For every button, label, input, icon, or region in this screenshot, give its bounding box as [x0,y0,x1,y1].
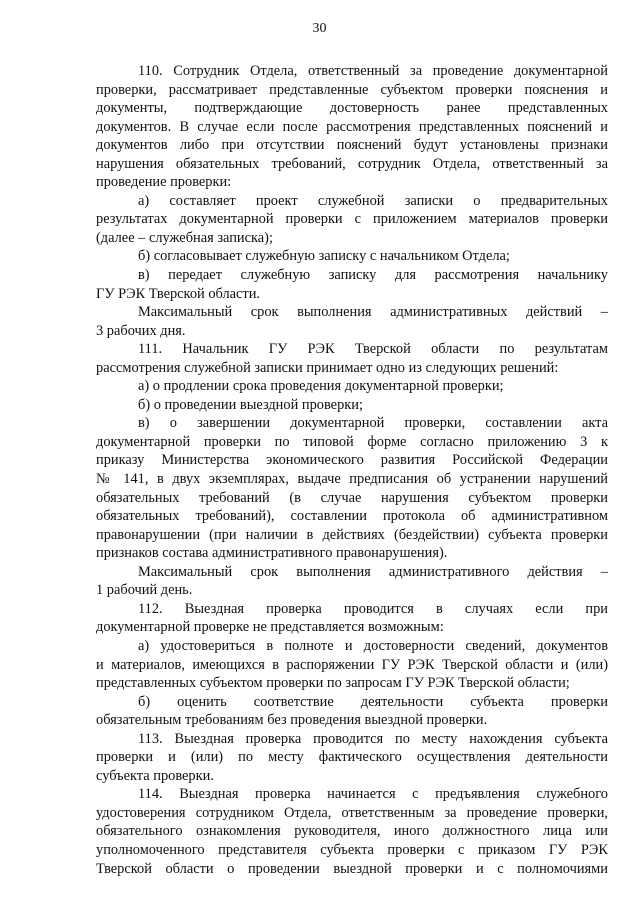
text-line: б) согласовывает служебную записку с начальником Отдела; [138,248,510,265]
text-line: № 141, в двух экземплярах, выдаче предписания об устранении нарушений [96,471,608,488]
text-line: проведение проверки: [96,174,232,191]
text-line: а) составляет проект служебной записки о предварительных [138,192,608,209]
text-line: 1 рабочий день. [96,582,193,599]
text-line: 113. Выездная проверка проводится по месту нахождения субъекта [138,730,608,747]
text-line: а) удостовериться в полноте и достоверности сведений, документов [138,637,608,654]
text-line: обязательного ознакомления руководителя, иного должностного лица или [96,823,608,840]
text-line: 111. Начальник ГУ РЭК Тверской области по результатам [138,341,608,358]
text-line: Максимальный срок выполнения административных действий – [138,304,608,321]
text-line: представленных субъектом проверки по запросам ГУ РЭК Тверской области; [96,675,570,692]
text-line: 112. Выездная проверка проводится в случаях если при [138,600,608,617]
text-line: признаков состава административного правонарушения). [96,545,448,562]
text-line: в) о завершении документарной проверки, составлении акта [138,415,608,432]
text-line: в) передает служебную записку для рассмотрения начальнику [138,267,608,284]
text-line: ГУ РЭК Тверской области. [96,285,261,302]
text-line: проверки, рассматривает представленные субъектом проверки пояснения и [96,81,608,98]
text-line: документов. В случае если после рассмотрения представленных пояснений и [96,118,608,135]
text-line: (далее – служебная записка); [96,229,273,246]
text-line: приказу Министерства экономического развития Российской Федерации [96,452,608,469]
text-line: обязательным требованиям без проведения выездной проверки. [96,712,488,729]
text-line: субъекта проверки. [96,767,214,784]
text-line: рассмотрения служебной записки принимает одно из следующих решений: [96,359,559,376]
text-line: а) о продлении срока проведения документарной проверки; [138,378,504,395]
text-line: Тверской области о проведении выездной проверки и с полномочиями [96,860,608,877]
text-line: уполномоченного представителя субъекта проверки с приказом ГУ РЭК [96,841,608,858]
page-number: 30 [312,21,327,36]
text-line: результатах документарной проверки с приложением материалов проверки [96,211,608,228]
text-line: 114. Выездная проверка начинается с предъявления служебного [138,786,608,803]
text-line: 110. Сотрудник Отдела, ответственный за проведение документарной [138,63,608,79]
text-line: б) о проведении выездной проверки; [138,396,363,413]
text-line: документарной проверке не представляется возможным: [96,619,444,636]
text-line: 3 рабочих дня. [96,322,186,339]
text-line: проверки и (или) по месту фактического осуществления деятельности [96,749,608,766]
text-line: документы, подтверждающие достоверность ранее представленных [96,100,608,117]
text-line: обязательных требований (в случае нарушения субъектом проверки [96,489,608,506]
text-line: правонарушении (при наличии в действиях (бездействии) субъекта проверки [96,526,608,543]
text-line: нарушения обязательных требований, сотрудник Отдела, ответственный за [96,155,608,172]
text-line: удостоверения сотрудником Отдела, ответственным за проведение проверки, [96,804,608,821]
text-line: и материалов, имеющихся в распоряжении ГУ РЭК Тверской области и (или) [96,656,608,673]
text-line: обязательных требований), составлении протокола об административном [96,508,608,525]
document-body [96,62,608,878]
text-line: документарной проверки по типовой форме согласно приложению 3 к [96,433,608,450]
text-line: Максимальный срок выполнения административного действия – [138,563,608,580]
text-line: документов либо при отсутствии пояснений будут установлены признаки [96,137,608,154]
text-line: б) оценить соответствие деятельности субъекта проверки [138,693,608,710]
